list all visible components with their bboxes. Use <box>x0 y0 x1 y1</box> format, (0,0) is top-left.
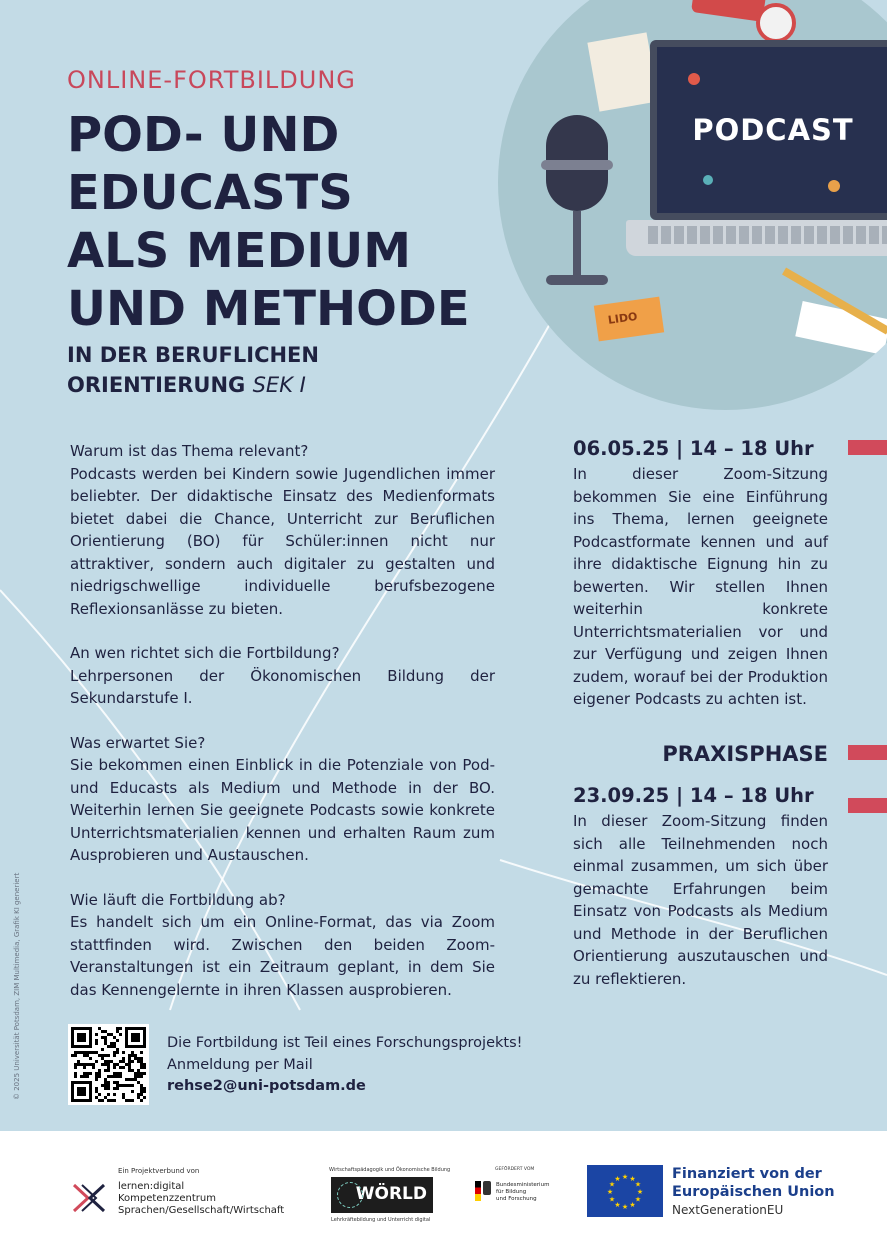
eu-star-icon: ★ <box>614 1200 621 1209</box>
accent-bar <box>848 440 887 455</box>
title-line: EDUCASTS <box>67 165 353 221</box>
partner-name <box>496 1182 549 1203</box>
eu-star-icon: ★ <box>608 1180 616 1189</box>
eu-nextgen-text: NextGenerationEU <box>672 1203 784 1217</box>
section-question: An wen richtet sich die Fortbildung? <box>70 644 340 662</box>
eu-funding-line: Europäischen Union <box>672 1184 835 1200</box>
registration-email-link[interactable]: rehse2@uni-potsdam.de <box>167 1078 366 1094</box>
info-section <box>70 889 495 1002</box>
eu-star-icon: ★ <box>614 1175 621 1184</box>
screen-dot-icon <box>688 73 700 85</box>
woerld-logo <box>331 1177 433 1213</box>
subtitle-bold: ORIENTIERUNG <box>67 373 246 397</box>
german-flag-icon <box>475 1181 481 1201</box>
screen-dot-icon <box>828 180 840 192</box>
lernen-digital-logo-icon <box>70 1179 108 1217</box>
eagle-icon <box>483 1181 491 1195</box>
eu-star-icon: ★ <box>606 1188 614 1196</box>
section-question: Wie läuft die Fortbildung ab? <box>70 890 286 909</box>
eu-stars-icon <box>587 1165 663 1217</box>
partner-small-label: Wirtschaftspädagogik und Ökonomische Bildung <box>329 1167 451 1173</box>
info-section <box>70 440 495 620</box>
eu-star-icon: ★ <box>621 1173 629 1181</box>
podcast-illustration <box>498 0 887 410</box>
info-section <box>70 642 495 710</box>
page-subtitle <box>67 340 319 400</box>
accent-bar <box>848 745 887 760</box>
title-line: UND METHODE <box>67 281 470 337</box>
partner-bmbf <box>475 1167 565 1227</box>
eu-funding-line: Finanziert von der <box>672 1166 822 1182</box>
page-title <box>67 106 527 338</box>
partner-eu <box>587 1165 837 1221</box>
title-line: POD- UND <box>67 107 340 163</box>
microphone-stand <box>573 211 581 279</box>
subtitle-line <box>67 370 319 400</box>
footer-logos <box>0 1131 887 1254</box>
woerld-logo-text: WÖRLD <box>355 1184 427 1204</box>
schedule-column <box>573 435 828 990</box>
info-section <box>70 732 495 867</box>
podcast-screen-word: PODCAST <box>692 113 854 147</box>
info-column <box>70 440 495 1023</box>
partner-lernen-digital <box>70 1167 310 1227</box>
accent-bar <box>848 798 887 813</box>
partner-name <box>118 1181 284 1217</box>
partner-name-line: Kompetenzzentrum <box>118 1193 216 1204</box>
partner-woerld <box>329 1167 451 1227</box>
eu-star-icon: ★ <box>636 1188 644 1196</box>
section-question: Warum ist das Thema relevant? <box>70 442 309 460</box>
partner-small-label: GEFÖRDERT VOM <box>495 1167 535 1172</box>
subtitle-sek: SEK I <box>252 373 306 397</box>
partner-name-line: und Forschung <box>496 1196 537 1202</box>
clock-icon <box>756 3 796 43</box>
qr-code[interactable] <box>68 1024 149 1105</box>
title-line: ALS MEDIUM <box>67 223 412 279</box>
section-answer: Es handelt sich um ein Online-Format, das via Zoom stattfinden wird. Zwischen den beiden Zoom-Veranstaltungen ist ein Zeitraum geplant, in dem Sie das Kennengelernte in ihren Klassen ausprobieren. <box>70 913 495 999</box>
globe-icon <box>337 1182 363 1208</box>
microphone-foot <box>546 275 608 285</box>
partner-name-line: Bundesministerium <box>496 1182 550 1188</box>
screen-dot-icon <box>703 175 713 185</box>
eu-star-icon: ★ <box>629 1200 636 1209</box>
laptop-keyboard <box>648 226 887 244</box>
project-note: Die Fortbildung ist Teil eines Forschungsprojekts! <box>167 1035 523 1051</box>
section-answer: Sie bekommen einen Einblick in die Potenziale von Pod- und Educasts als Medium und Methode in der BO. Weiterhin lernen Sie geeignete Podcasts sowie konkrete Unterrichtsmaterialien kennen und erhalten Raum zum Ausprobieren und Austauschen. <box>70 756 495 864</box>
eu-star-icon: ★ <box>621 1203 629 1211</box>
session-text-2: In dieser Zoom-Sitzung finden sich alle Teilnehmenden noch einmal zusammen, um sich über gemachte Erfahrungen beim Einsatz von Podcasts als Medium und Methode in der Beruflichen Orientierung auszutauschen und zu reflektieren. <box>573 812 828 988</box>
image-credit: © 2025 Universität Potsdam, ZIM Multimedia, Grafik KI generiert <box>13 872 21 1100</box>
eu-funding-text <box>672 1165 835 1201</box>
eu-star-icon: ★ <box>634 1180 642 1189</box>
section-question: Was erwartet Sie? <box>70 733 206 752</box>
partner-small-label: Ein Projektverbund von <box>118 1167 200 1175</box>
registration-info <box>167 1033 522 1098</box>
eu-star-icon: ★ <box>634 1195 642 1204</box>
microphone-ring <box>541 160 613 170</box>
partner-small-label: Lehrkräftebildung und Unterricht digital <box>331 1217 431 1223</box>
section-answer: Lehrpersonen der Ökonomischen Bildung der Sekundarstufe I. <box>70 666 495 707</box>
session-date-1: 06.05.25 | 14 – 18 Uhr <box>573 437 814 460</box>
eu-star-icon: ★ <box>629 1175 636 1184</box>
subtitle-line: IN DER BERUFLICHEN <box>67 343 319 367</box>
partner-name-line: für Bildung <box>496 1189 527 1195</box>
paper-decoration <box>587 32 658 111</box>
session-text-1: In dieser Zoom-Sitzung bekommen Sie eine Einführung ins Thema, lernen geeignete Podcastformate kennen und auf ihre didaktische Eignung hin zu bewerten. Wir stellen Ihnen weiterhin konkrete Unterrichtsmaterialien vor und zur Verfügung und zeigen Ihnen zudem, worauf bei der Produktion eigener Podcasts zu achten ist. <box>573 465 828 708</box>
session-date-2: 23.09.25 | 14 – 18 Uhr <box>573 784 814 807</box>
section-answer: Podcasts werden bei Kindern sowie Jugendlichen immer beliebter. Der didaktische Einsatz des Medienformats bietet dabei die Chance, Unterricht zur Beruflichen Orientierung (BO) für Schüler:innen nicht nur attraktiver, sondern auch digitaler zu gestalten und niedrigschwellige individuelle berufsbezogene Reflexionsanlässe zu bieten. <box>70 464 495 618</box>
kicker-label: ONLINE-FORTBILDUNG <box>67 66 356 94</box>
partner-name-line: lernen:digital <box>118 1181 185 1192</box>
sticky-note: LIDO <box>594 297 664 342</box>
eu-star-icon: ★ <box>608 1195 616 1204</box>
qr-code-graphic <box>71 1027 146 1102</box>
eu-flag-icon <box>587 1165 663 1217</box>
praxis-heading: PRAXISPHASE <box>662 741 828 766</box>
registration-label: Anmeldung per Mail <box>167 1056 313 1073</box>
partner-name-line: Sprachen/Gesellschaft/Wirtschaft <box>118 1205 285 1216</box>
